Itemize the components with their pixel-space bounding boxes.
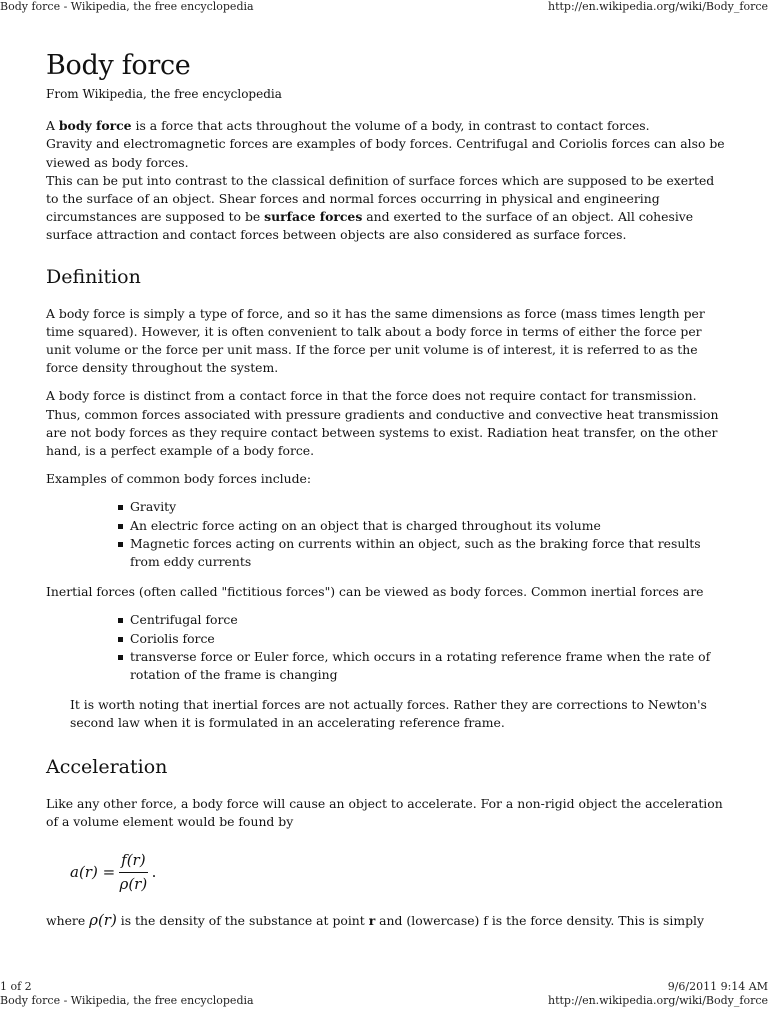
bold-term-surface-forces: surface forces — [264, 209, 363, 225]
intro-p1: A body force is a force that acts throughout the volume of a body, in contrast to contact forces. — [46, 118, 650, 134]
print-footer-page: 1 of 2 — [0, 980, 32, 993]
formula-fraction — [119, 851, 147, 892]
print-footer-url: http://en.wikipedia.org/wiki/Body_force — [548, 994, 768, 1007]
formula-lhs: a(r) = — [70, 862, 116, 881]
intro-p3: This can be put into contrast to the classical definition of surface forces which are supposed to be exerted to the surface of an object. Shear forces and normal forces occurring in physical and engineering circumstances are supposed to be surface forces and exerted to the surface of an object. All cohesive surface attraction and contact forces between objects are also considered as surface forces. — [46, 172, 715, 243]
heading-acceleration: Acceleration — [46, 755, 168, 778]
rho-symbol: ρ(r) — [89, 911, 117, 930]
article — [46, 44, 726, 940]
list-item: Centrifugal force — [130, 611, 726, 629]
body-forces-list — [130, 498, 726, 571]
page-title: Body force — [46, 50, 191, 81]
list-item: transverse force or Euler force, which occurs in a rotating reference frame when the rate of rotation of the frame is changing — [130, 648, 726, 684]
definition-p3: Examples of common body forces include: — [46, 471, 312, 487]
definition-note: It is worth noting that inertial forces are not actually forces. Rather they are corrections to Newton's second law when it is formulated in an accelerating reference frame. — [70, 697, 707, 731]
print-footer-title: Body force - Wikipedia, the free encyclopedia — [0, 994, 254, 1007]
intro-p2: Gravity and electromagnetic forces are examples of body forces. Centrifugal and Coriolis forces can also be viewed as body forces. — [46, 136, 725, 170]
definition-p2: A body force is distinct from a contact force in that the force does not require contact for transmission. Thus, common forces associated with pressure gradients and conductive and convective heat transmission are not body forces as they require contact between systems to exist. Radiation heat transfer, on the other hand, is a perfect example of a body force. — [46, 388, 719, 459]
list-item: Gravity — [130, 498, 726, 516]
definition-p4: Inertial forces (often called "fictitious forces") can be viewed as body forces. Common inertial forces are — [46, 584, 704, 600]
inertial-forces-list — [130, 611, 726, 684]
print-header-title: Body force - Wikipedia, the free encyclopedia — [0, 0, 254, 13]
page-subtitle: From Wikipedia, the free encyclopedia — [46, 87, 282, 101]
list-item: Coriolis force — [130, 630, 726, 648]
list-item: An electric force acting on an object that is charged throughout its volume — [130, 517, 726, 535]
heading-definition: Definition — [46, 265, 141, 288]
acceleration-p2: where ρ(r) is the density of the substance at point r and (lowercase) f is the force density. This is simply — [46, 911, 705, 930]
formula-denominator: ρ(r) — [119, 874, 148, 893]
bold-term-body-force: body force — [58, 118, 132, 134]
list-item: Magnetic forces acting on currents within an object, such as the braking force that results from eddy currents — [130, 535, 726, 571]
formula-numerator: f(r) — [119, 851, 147, 872]
r-symbol: r — [368, 913, 376, 929]
acceleration-formula: a(r) = $\frac{f(r)}{\rho(r)}$ . — [70, 851, 157, 893]
print-footer-date: 9/6/2011 9:14 AM — [667, 980, 768, 993]
print-header-url: http://en.wikipedia.org/wiki/Body_force — [548, 0, 768, 13]
intro — [46, 117, 726, 244]
acceleration-p1: Like any other force, a body force will cause an object to accelerate. For a non-rigid object the acceleration of a volume element would be found by — [46, 795, 723, 829]
definition-p1: A body force is simply a type of force, and so it has the same dimensions as force (mass times length per time squared). However, it is often convenient to talk about a body force in terms of either the force per unit volume or the force per unit mass. If the force per unit volume is of interest, it is referred to as the force density throughout the system. — [46, 305, 705, 376]
